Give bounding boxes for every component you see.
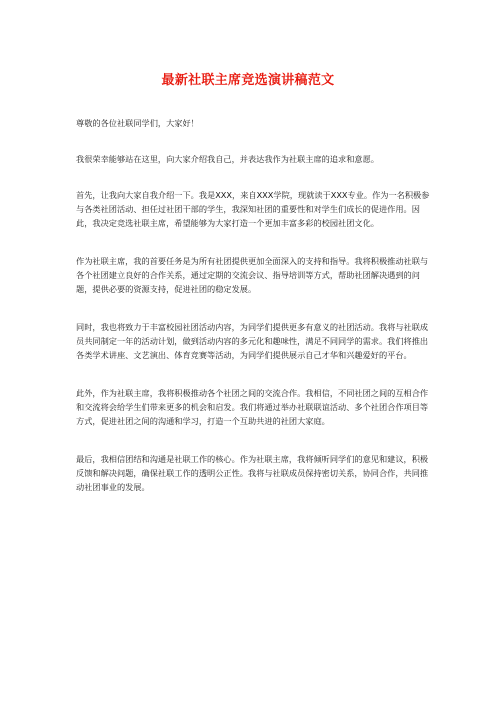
paragraph-cooperation: 此外，作为社联主席，我将积极推动各个社团之间的交流合作。我相信，不同社团之间的互相合作和交流将会给学生们带来更多的机会和启发。我们将通过举办社联联谊活动、多个社团合作项目等方式，促进社团之间的沟通和学习，打造一个互助共进的社团大家庭。 xyxy=(76,388,429,426)
paragraph-activities: 同时，我也将致力于丰富校园社团活动内容，为同学们提供更多有意义的社团活动。我将与社联成员共同制定一年的活动计划，做到活动内容的多元化和趣味性，满足不同同学的需求。我们将推出各类学术讲座、文艺演出、体育竞赛等活动，为同学们提供展示自己才华和兴趣爱好的平台。 xyxy=(76,322,429,360)
paragraph-conclusion: 最后，我相信团结和沟通是社联工作的核心。作为社联主席，我将倾听同学们的意见和建议，积极反馈和解决问题，确保社联工作的透明公正性。我将与社联成员保持密切关系，协同合作，共同推动社团事业的发展。 xyxy=(76,454,429,492)
document-title: 最新社联主席竞选演讲稿范文 xyxy=(161,73,335,88)
paragraph-support-guidance: 作为社联主席，我的首要任务是为所有社团提供更加全面深入的支持和指导。我将积极推动社联与各个社团建立良好的合作关系，通过定期的交流会议、指导培训等方式，帮助社团解决遇到的问题，提供必要的资源支持，促进社团的稳定发展。 xyxy=(76,256,429,294)
document-body xyxy=(76,116,436,494)
paragraph-self-introduction: 首先，让我向大家自我介绍一下。我是XXX，来自XXX学院，现就读于XXX专业。作为一名积极参与各类社团活动、担任过社团干部的学生，我深知社团的重要性和对学生们成长的促进作用。因此，我决定竞选社联主席，希望能够为大家打造一个更加丰富多彩的校园社团文化。 xyxy=(76,190,430,228)
paragraph-greeting: 尊敬的各位社联同学们，大家好！ xyxy=(76,118,199,128)
paragraph-intro: 我很荣幸能够站在这里，向大家介绍我自己，并表达我作为社联主席的追求和意愿。 xyxy=(76,154,379,164)
